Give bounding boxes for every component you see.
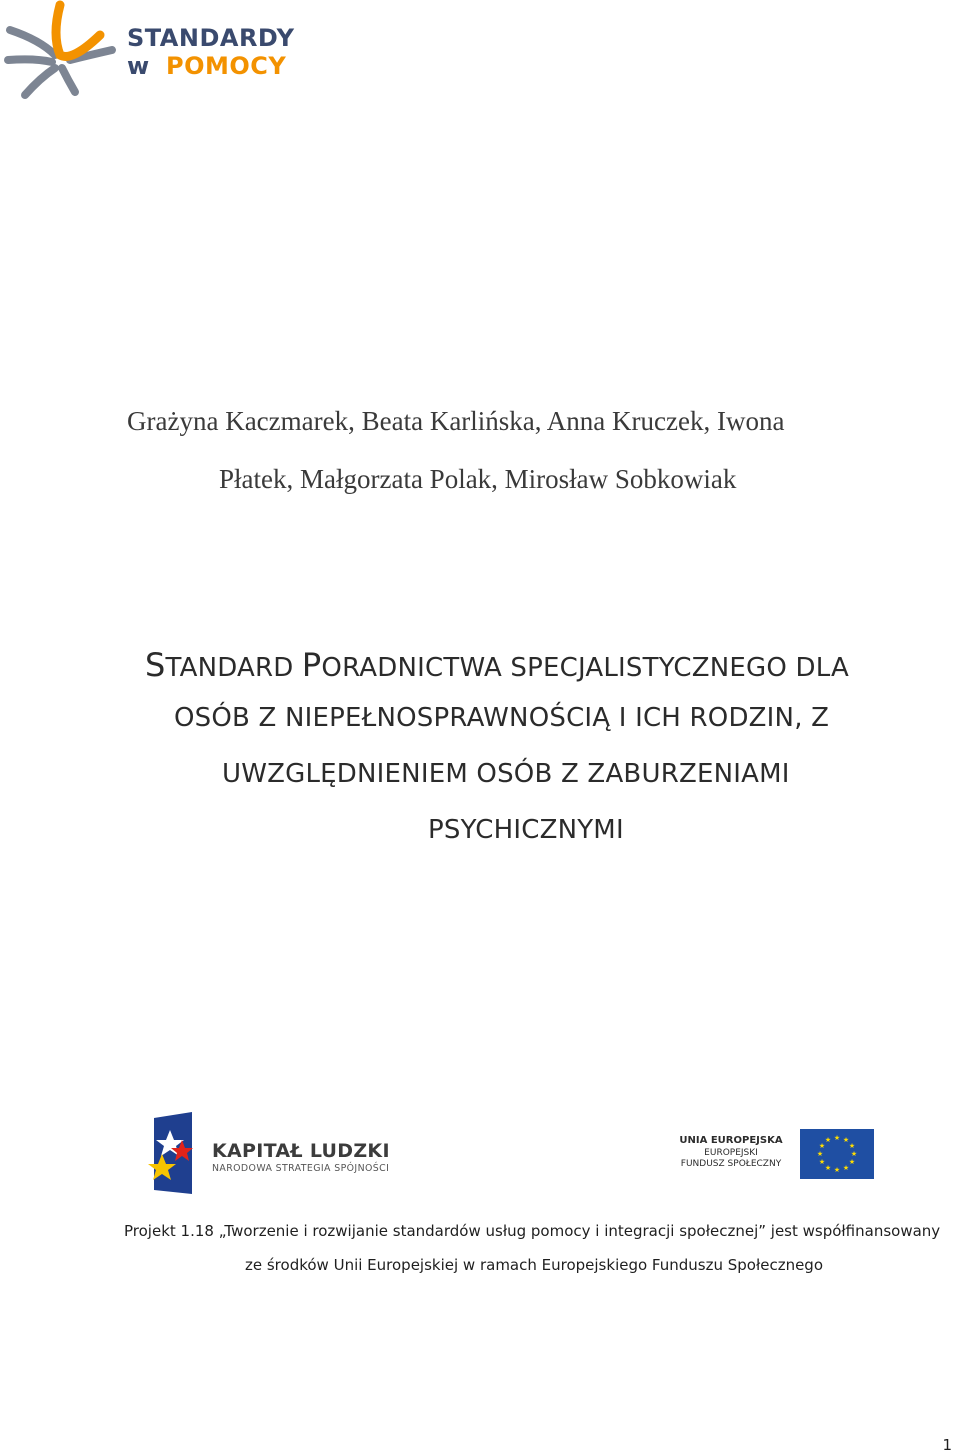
kapital-ludzki-name: KAPITAŁ LUDZKI bbox=[212, 1140, 390, 1162]
kapital-ludzki-logo bbox=[140, 1110, 400, 1200]
authors-line-2: Płatek, Małgorzata Polak, Mirosław Sobkowiak bbox=[219, 464, 737, 494]
project-description-line-1: Projekt 1.18 „Tworzenie i rozwijanie standardów usług pomocy i integracji społecznej” jest współfinansowany bbox=[124, 1222, 941, 1240]
title-cap-p: P bbox=[301, 646, 322, 684]
document-title-line-4: PSYCHICZNYMI bbox=[428, 815, 624, 845]
standardy-w-pomocy-logo bbox=[0, 0, 320, 110]
project-description-line-2: ze środków Unii Europejskiej w ramach Europejskiego Funduszu Społecznego bbox=[245, 1256, 824, 1274]
page-number: 1 bbox=[942, 1436, 952, 1454]
eu-flag-icon bbox=[800, 1129, 874, 1179]
kapital-ludzki-emblem-icon bbox=[140, 1110, 212, 1200]
svg-text:★: ★ bbox=[818, 1142, 826, 1150]
document-title-line-2: OSÓB Z NIEPEŁNOSPRAWNOŚCIĄ I ICH RODZIN, Z bbox=[174, 703, 830, 733]
svg-text:★: ★ bbox=[842, 1164, 850, 1172]
logo-text-standardy: STANDARDY bbox=[127, 24, 295, 52]
eu-line-europejski: EUROPEJSKI bbox=[704, 1147, 758, 1158]
svg-text:★: ★ bbox=[850, 1150, 858, 1158]
svg-text:★: ★ bbox=[824, 1136, 832, 1144]
eu-line-fundusz-spoleczny: FUNDUSZ SPOŁECZNY bbox=[680, 1158, 782, 1169]
kapital-ludzki-tagline: NARODOWA STRATEGIA SPÓJNOŚCI bbox=[212, 1163, 390, 1174]
svg-text:★: ★ bbox=[842, 1136, 850, 1144]
logo-text-w: w bbox=[127, 52, 150, 80]
authors-line-1: Grażyna Kaczmarek, Beata Karlińska, Anna Kruczek, Iwona bbox=[127, 406, 785, 436]
title-tandard: TANDARD bbox=[165, 653, 302, 683]
svg-text:★: ★ bbox=[848, 1158, 856, 1166]
eu-efs-text bbox=[670, 1135, 792, 1170]
svg-text:★: ★ bbox=[824, 1164, 832, 1172]
svg-text:★: ★ bbox=[818, 1158, 826, 1166]
title-oradnictwa: ORADNICTWA SPECJALISTYCZNEGO DLA bbox=[321, 653, 849, 683]
svg-text:★: ★ bbox=[833, 1166, 841, 1174]
star-swirl-icon bbox=[0, 0, 125, 110]
logo-text-pomocy: POMOCY bbox=[166, 52, 287, 80]
svg-text:★: ★ bbox=[848, 1142, 856, 1150]
svg-text:★: ★ bbox=[833, 1134, 841, 1142]
document-title-line-1 bbox=[0, 646, 960, 684]
title-cap-s: S bbox=[145, 646, 166, 684]
document-title-line-3: UWZGLĘDNIENIEM OSÓB Z ZABURZENIAMI bbox=[222, 759, 790, 789]
svg-text:★: ★ bbox=[816, 1150, 824, 1158]
eu-line-unia-europejska: UNIA EUROPEJSKA bbox=[679, 1135, 783, 1146]
